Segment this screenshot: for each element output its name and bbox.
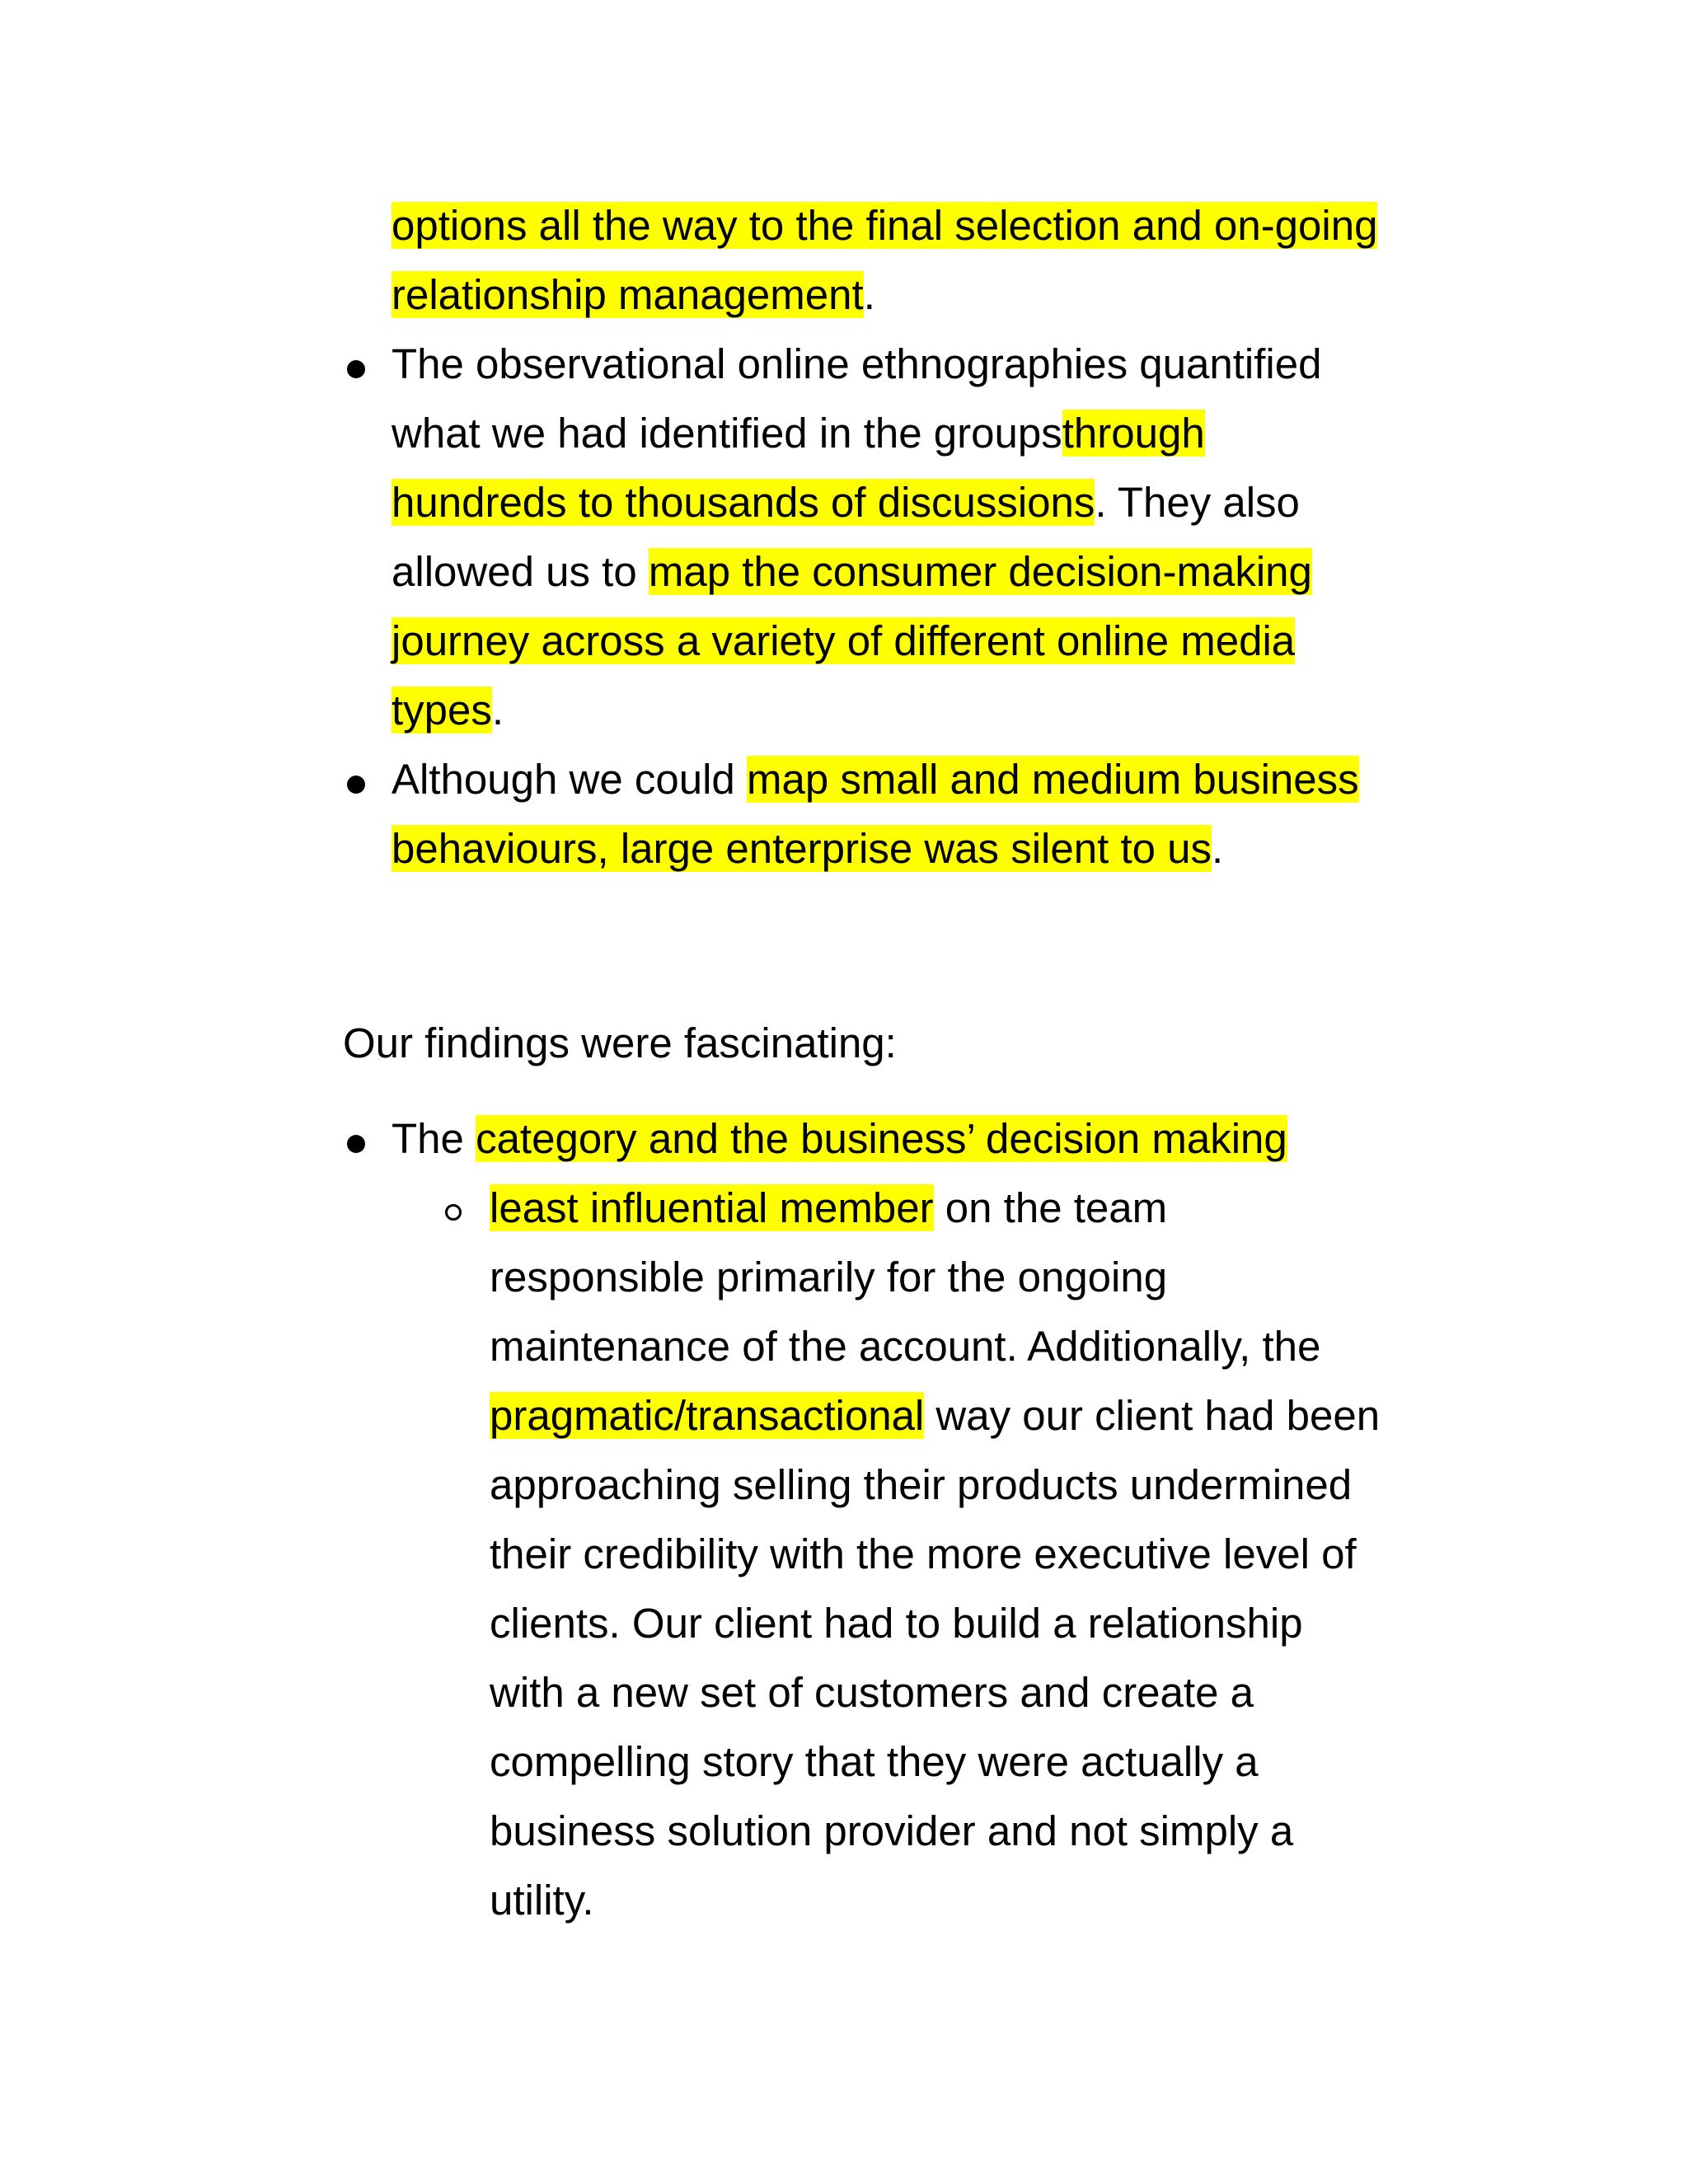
text-line [392,399,1321,468]
highlighted-text: through [1062,410,1205,457]
highlighted-text: map the consumer decision-making [648,548,1312,595]
text-line [392,676,1321,745]
findings-heading [343,1009,897,1078]
text-line: business solution provider and not simply a [490,1807,1294,1854]
text-line: responsible primarily for the ongoing [490,1254,1168,1301]
text-line [490,1174,1380,1243]
text-line [392,1104,1287,1174]
highlighted-text: journey across a variety of different online media [392,617,1296,664]
text-line [392,607,1321,676]
text-line [392,191,1377,260]
text-span: . [491,687,504,733]
text-span: way our client had been [924,1392,1381,1439]
text-line [392,468,1321,537]
highlighted-text: behaviours, large enterprise was silent to us [392,825,1212,872]
text-line [392,814,1359,883]
text-line: The observational online ethnographies quantified [392,340,1322,387]
text-line: compelling story that they were actually a [490,1738,1259,1785]
text-line [392,537,1321,607]
bullet-icon [347,1135,365,1153]
paragraph-continuation [392,191,1377,330]
highlighted-text: category and the business’ decision making [476,1115,1287,1162]
highlighted-text: types [392,687,492,733]
text-span: what we had identified in the groups [392,410,1062,457]
bullet-item [392,1104,1287,1174]
text-line: Our findings were fascinating: [343,1019,897,1066]
text-line: with a new set of customers and create a [490,1669,1254,1716]
text-line: their credibility with the more executive level of [490,1530,1357,1577]
sub-bullet-item [490,1174,1380,1935]
highlighted-text: relationship management [392,271,864,318]
highlighted-text: least influential member [490,1184,934,1231]
text-span: . They also [1095,479,1300,526]
text-span: allowed us to [392,548,649,595]
text-line: maintenance of the account. Additionally, the [490,1323,1321,1370]
text-line [490,1381,1380,1451]
highlighted-text: pragmatic/transactional [490,1392,925,1439]
highlighted-text: hundreds to thousands of discussions [392,479,1095,526]
text-line [392,745,1359,814]
text-line [392,260,1377,330]
text-span: . [863,271,875,318]
text-span: The [392,1115,476,1162]
highlighted-text: options all the way to the final selection and on-going [392,202,1378,249]
text-span: . [1212,825,1224,872]
bullet-item [392,745,1359,883]
highlighted-text: map small and medium business [746,756,1359,803]
bullet-item [392,330,1321,745]
text-span: on the team [933,1184,1168,1231]
text-span: Although we could [392,756,747,803]
bullet-icon [347,360,365,378]
sub-bullet-icon [445,1204,462,1221]
text-line: utility. [490,1877,594,1924]
text-line: approaching selling their products undermined [490,1461,1353,1508]
bullet-icon [347,776,365,794]
text-line: clients. Our client had to build a relationship [490,1600,1303,1647]
